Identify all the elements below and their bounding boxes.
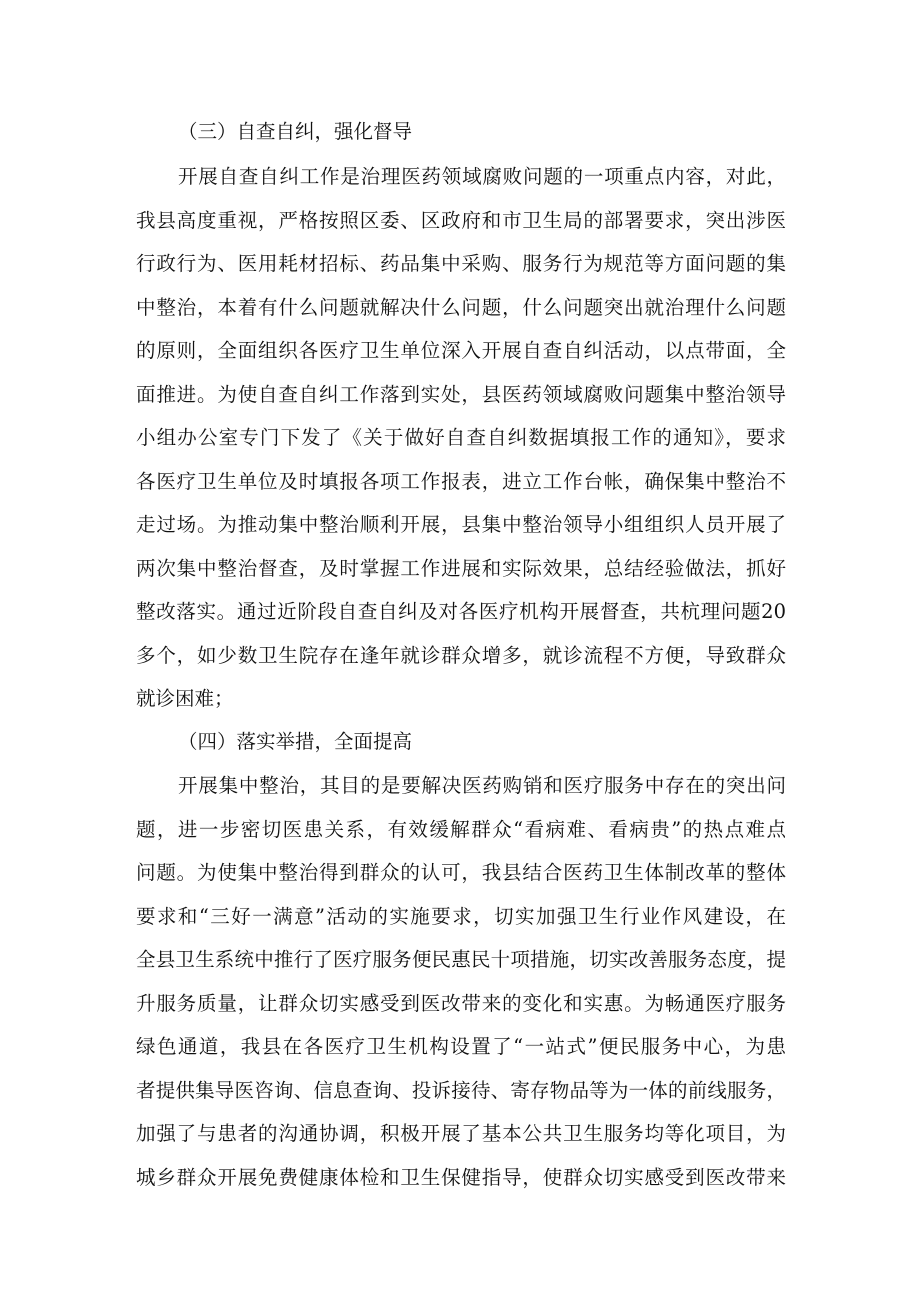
paragraph-line: 要求和“三好一满意”活动的实施要求，切实加强卫生行业作风建设，在 xyxy=(136,905,786,928)
paragraph-line: 小组办公室专门下发了《关于做好自查自纠数据填报工作的通知》，要求 xyxy=(136,426,786,449)
paragraph-line: 各医疗卫生单位及时填报各项工作报表，进立工作台帐，确保集中整治不 xyxy=(136,470,786,493)
section-heading-4: （四）落实举措，全面提高 xyxy=(178,730,413,753)
paragraph-line: 加强了与患者的沟通协调，积极开展了基本公共卫生服务均等化项目，为 xyxy=(136,1122,786,1145)
paragraph-line: 绿色通道，我县在各医疗卫生机构设置了“一站式”便民服务中心，为患 xyxy=(136,1035,786,1058)
paragraph-line: 者提供集导医咨询、信息查询、投诉接待、寄存物品等为一体的前线服务， xyxy=(136,1079,786,1102)
paragraph-line: 升服务质量，让群众切实感受到医改带来的变化和实惠。为畅通医疗服务 xyxy=(136,992,786,1015)
paragraph-line: 行政行为、医用耗材招标、药品集中采购、服务行为规范等方面问题的集 xyxy=(136,252,786,275)
paragraph-line: 中整治，本着有什么问题就解决什么问题，什么问题突出就治理什么问题 xyxy=(136,296,786,319)
paragraph-line: 两次集中整治督查，及时掌握工作进展和实际效果，总结经验做法，抓好 xyxy=(136,557,786,580)
paragraph-line: 开展自查自纠工作是治理医药领域腐败问题的一项重点内容，对此， xyxy=(178,165,786,188)
paragraph-line: 走过场。为推动集中整治顺利开展，县集中整治领导小组组织人员开展了 xyxy=(136,513,786,536)
paragraph-line: 面推进。为使自查自纠工作落到实处，县医药领域腐败问题集中整治领导 xyxy=(136,383,786,406)
paragraph-line: 的原则，全面组织各医疗卫生单位深入开展自查自纠活动，以点带面，全 xyxy=(136,339,786,362)
section-heading-3: （三）自查自纠，强化督导 xyxy=(178,120,413,143)
paragraph-line: 题，进一步密切医患关系，有效缓解群众“看病难、看病贵”的热点难点 xyxy=(136,818,786,841)
paragraph-line: 开展集中整治，其目的是要解决医药购销和医疗服务中存在的突出问 xyxy=(178,774,786,797)
paragraph-line: 城乡群众开展免费健康体检和卫生保健指导，使群众切实感受到医改带来 xyxy=(136,1166,786,1189)
paragraph-line: 多个，如少数卫生院存在逢年就诊群众增多，就诊流程不方便，导致群众 xyxy=(136,644,786,667)
paragraph-line: 全县卫生系统中推行了医疗服务便民惠民十项措施，切实改善服务态度，提 xyxy=(136,948,786,971)
paragraph-line: 就诊困难； xyxy=(136,687,234,710)
paragraph-line: 整改落实。通过近阶段自查自纠及对各医疗机构开展督查，共杭理问题20 xyxy=(136,600,786,623)
paragraph-line: 问题。为使集中整治得到群众的认可，我县结合医药卫生体制改革的整体 xyxy=(136,861,786,884)
paragraph-line: 我县高度重视，严格按照区委、区政府和市卫生局的部署要求，突出涉医 xyxy=(136,209,786,232)
